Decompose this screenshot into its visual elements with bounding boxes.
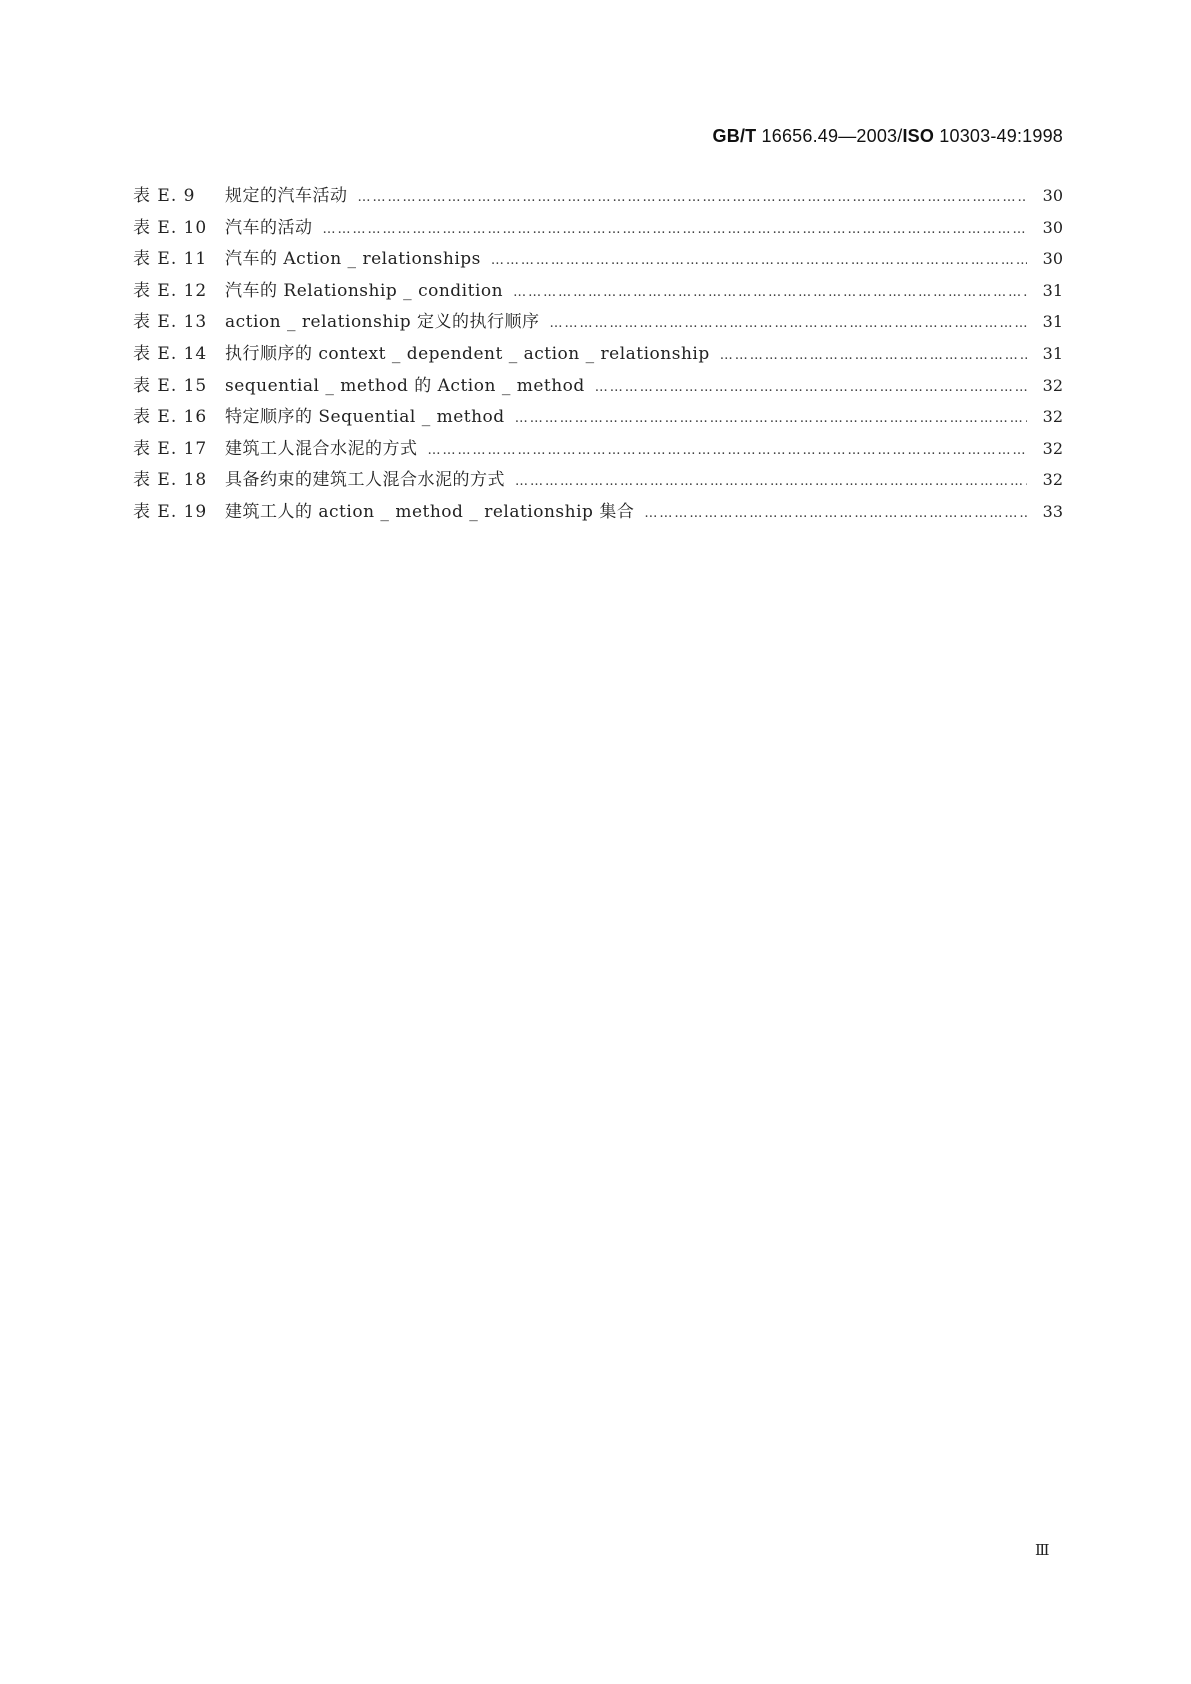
toc-entry-label: 表 E. 18 xyxy=(133,470,208,491)
toc-dot-leader xyxy=(595,372,1027,404)
toc-dot-leader xyxy=(513,277,1027,309)
toc-entry-title: 规定的汽车活动 xyxy=(225,186,348,206)
toc-entry-title: 汽车的 Action _ relationships xyxy=(225,249,481,270)
toc-entry-title: 汽车的活动 xyxy=(225,217,313,238)
toc-dot-leader xyxy=(515,466,1027,498)
toc-dot-leader xyxy=(644,498,1027,530)
toc-entry-page: 32 xyxy=(1042,438,1063,458)
toc-dot-leader xyxy=(550,308,1027,340)
toc-entry[interactable] xyxy=(133,180,1063,212)
toc-entry-title: 建筑工人混合水泥的方式 xyxy=(225,438,418,459)
toc-entry-page: 33 xyxy=(1042,501,1063,521)
toc-entry-title: 建筑工人的 action _ method _ relationship 集合 xyxy=(225,501,635,522)
toc-dot-leader xyxy=(323,214,1028,246)
toc-entry[interactable] xyxy=(133,496,1063,528)
toc-entry-page: 31 xyxy=(1042,280,1063,300)
toc-entry-page: 30 xyxy=(1042,249,1063,269)
toc-entry-label: 表 E. 11 xyxy=(133,249,208,270)
toc-entry-label: 表 E. 12 xyxy=(133,280,208,301)
toc-dot-leader xyxy=(515,403,1027,435)
toc-entry[interactable] xyxy=(133,370,1063,402)
toc-entry-title: 具备约束的建筑工人混合水泥的方式 xyxy=(225,470,505,491)
toc-entry[interactable] xyxy=(133,243,1063,275)
toc-entry[interactable] xyxy=(133,464,1063,496)
toc-entry-title: 特定顺序的 Sequential _ method xyxy=(225,407,505,428)
toc-entry-page: 30 xyxy=(1042,186,1063,205)
toc-entry-title: action _ relationship 定义的执行顺序 xyxy=(225,312,540,333)
page-number: Ⅲ xyxy=(1035,1541,1049,1559)
toc-entry-title: 执行顺序的 context _ dependent _ action _ relationship xyxy=(225,343,710,364)
toc-entry-page: 32 xyxy=(1042,407,1063,427)
standard-prefix: GB/T xyxy=(712,126,757,146)
toc-entry[interactable] xyxy=(133,275,1063,307)
standard-number: 16656.49—2003/ xyxy=(756,126,903,146)
toc-entry-label: 表 E. 10 xyxy=(133,217,208,238)
toc-dot-leader xyxy=(491,245,1027,277)
toc-dot-leader xyxy=(428,435,1028,467)
toc-entry-label: 表 E. 16 xyxy=(133,407,208,428)
toc-entry-page: 32 xyxy=(1042,375,1063,395)
iso-number: 10303-49:1998 xyxy=(934,126,1063,146)
toc-dot-leader xyxy=(720,340,1027,372)
toc-entry-label: 表 E. 17 xyxy=(133,438,208,459)
toc-entry-page: 31 xyxy=(1042,312,1063,332)
toc-dot-leader xyxy=(358,182,1028,214)
toc-entry[interactable] xyxy=(133,306,1063,338)
toc-entry-page: 31 xyxy=(1042,343,1063,363)
toc-entry[interactable] xyxy=(133,433,1063,465)
toc-entry-label: 表 E. 9 xyxy=(133,186,196,206)
toc-entry[interactable] xyxy=(133,338,1063,370)
toc-entry-label: 表 E. 15 xyxy=(133,375,208,396)
toc-entry-label: 表 E. 14 xyxy=(133,343,208,364)
table-of-contents xyxy=(133,180,1063,528)
toc-entry-title: sequential _ method 的 Action _ method xyxy=(225,375,585,396)
toc-entry-label: 表 E. 13 xyxy=(133,312,208,333)
toc-entry-title: 汽车的 Relationship _ condition xyxy=(225,280,504,301)
toc-entry[interactable] xyxy=(133,401,1063,433)
toc-entry-page: 32 xyxy=(1042,470,1063,490)
toc-entry[interactable] xyxy=(133,212,1063,244)
document-header xyxy=(713,126,1063,147)
toc-entry-label: 表 E. 19 xyxy=(133,501,208,522)
iso-prefix: ISO xyxy=(902,126,935,146)
toc-entry-page: 30 xyxy=(1042,217,1063,237)
